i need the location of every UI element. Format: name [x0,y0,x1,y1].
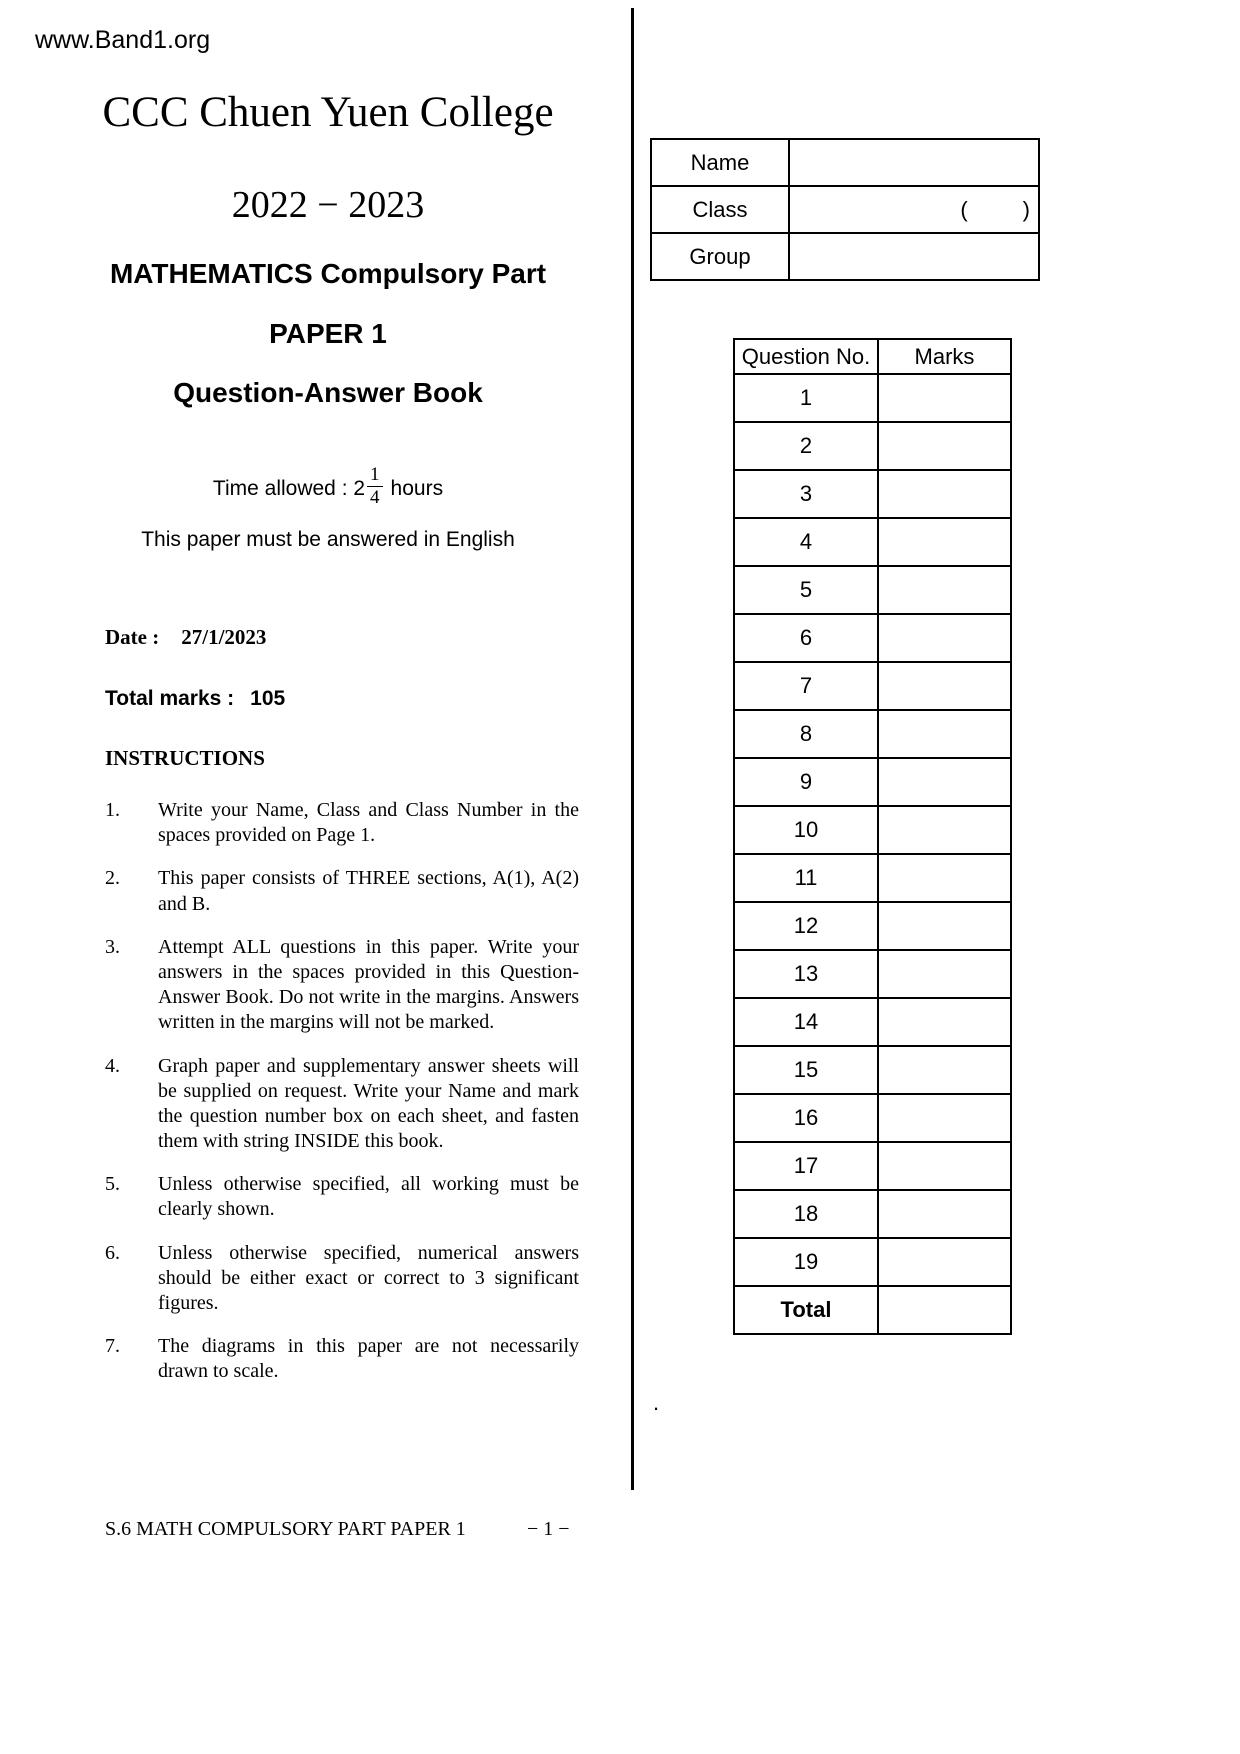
question-number: 13 [734,950,878,998]
instructions-list [105,798,579,1403]
date-line [105,625,266,650]
instruction-text: Unless otherwise specified, numerical answers should be either exact or correct to 3 significant figures. [158,1241,579,1314]
class-label: Class [651,186,789,233]
instruction-text: This paper consists of THREE sections, A(1), A(2) and B. [158,867,579,915]
instruction-text: Graph paper and supplementary answer sheets will be supplied on request. Write your Name and mark the question number box on each sheet, and fasten them with string INSIDE this book. [158,1054,579,1153]
table-row [651,139,1039,186]
instruction-number: 2. [105,867,120,890]
table-row [734,854,1011,902]
question-number: 17 [734,1142,878,1190]
marks-cell [878,1046,1011,1094]
table-row [734,374,1011,422]
marks-cell [878,1142,1011,1190]
table-row [734,470,1011,518]
table-row [734,950,1011,998]
total-label: Total [734,1286,878,1334]
instruction-item [105,935,579,1036]
table-row [734,1286,1011,1334]
marks-cell [878,1094,1011,1142]
subject-title: MATHEMATICS Compulsory Part [109,258,547,289]
fraction-numerator: 1 [367,465,383,487]
question-number: 5 [734,566,878,614]
table-row [734,758,1011,806]
table-row [734,518,1011,566]
vertical-divider [631,8,634,1490]
question-number: 7 [734,662,878,710]
marks-table-header [734,339,1011,374]
marks-cell [878,998,1011,1046]
total-marks-line [105,687,285,711]
question-number: 18 [734,1190,878,1238]
question-number: 2 [734,422,878,470]
instruction-item [105,1172,579,1222]
table-row [734,1142,1011,1190]
instruction-item [105,798,579,848]
marks-cell [878,518,1011,566]
table-row [651,186,1039,233]
instruction-item [105,1241,579,1317]
name-field [789,139,1039,186]
table-row [734,422,1011,470]
book-title: Question-Answer Book [173,377,483,408]
table-row [734,1238,1011,1286]
instruction-text: Unless otherwise specified, all working must be clearly shown. [158,1173,579,1221]
school-name: CCC Chuen Yuen College [102,89,554,136]
fraction-denominator: 4 [370,486,380,508]
marks-cell [878,614,1011,662]
total-marks-value: 105 [250,687,286,710]
footer-text: S.6 MATH COMPULSORY PART PAPER 1 [105,1518,466,1540]
class-number-parentheses: ( ) [960,196,1030,222]
instruction-number: 4. [105,1054,120,1077]
table-row [734,1046,1011,1094]
fraction [367,465,383,508]
language-note: This paper must be answered in English [141,528,515,551]
instruction-text: The diagrams in this paper are not necessarily drawn to scale. [158,1335,579,1383]
question-number: 3 [734,470,878,518]
instruction-number: 6. [105,1241,120,1264]
time-allowed [20,464,636,511]
table-row [734,1190,1011,1238]
watermark: www.Band1.org [35,26,211,54]
question-no-header: Question No. [734,339,878,374]
marks-header: Marks [878,339,1011,374]
question-number: 9 [734,758,878,806]
time-allowed-suffix: hours [390,476,444,500]
class-field [789,186,1039,233]
question-number: 11 [734,854,878,902]
question-number: 8 [734,710,878,758]
name-label: Name [651,139,789,186]
marks-cell [878,806,1011,854]
instruction-number: 5. [105,1173,120,1196]
marks-cell [878,374,1011,422]
question-number: 14 [734,998,878,1046]
marks-cell [878,422,1011,470]
marks-cell [878,854,1011,902]
total-marks-label: Total marks : [105,687,235,710]
table-row [734,806,1011,854]
date-label: Date : [105,625,160,649]
marks-cell [878,710,1011,758]
marks-cell [878,470,1011,518]
question-number: 15 [734,1046,878,1094]
page-number: − 1 − [527,1518,570,1540]
academic-year: 2022 − 2023 [231,184,425,226]
table-row [651,233,1039,280]
marks-cell [878,1238,1011,1286]
question-number: 4 [734,518,878,566]
group-field [789,233,1039,280]
table-row [734,710,1011,758]
marks-cell [878,950,1011,998]
instruction-number: 7. [105,1335,120,1358]
question-number: 6 [734,614,878,662]
instruction-text: Attempt ALL questions in this paper. Write your answers in the spaces provided in this Question-Answer Book. Do not write in the margins. Answers written in the margins will not be marked. [158,935,579,1034]
question-number: 10 [734,806,878,854]
instructions-title: INSTRUCTIONS [105,746,265,770]
marks-cell [878,902,1011,950]
table-row [734,614,1011,662]
marks-cell [878,662,1011,710]
group-label: Group [651,233,789,280]
table-row [734,566,1011,614]
student-info-table [650,138,1040,281]
date-value: 27/1/2023 [181,625,267,649]
instruction-text: Write your Name, Class and Class Number in the spaces provided on Page 1. [158,799,579,847]
stray-dot: . [653,1390,660,1415]
marks-table [733,338,1012,1335]
total-marks-cell [878,1286,1011,1334]
instruction-item [105,1054,579,1155]
question-number: 12 [734,902,878,950]
instruction-item [105,866,579,916]
instruction-number: 1. [105,799,120,821]
instruction-number: 3. [105,935,120,958]
question-number: 16 [734,1094,878,1142]
paper-title: PAPER 1 [269,318,387,349]
marks-cell [878,566,1011,614]
marks-cell [878,1190,1011,1238]
question-number: 19 [734,1238,878,1286]
table-row [734,662,1011,710]
table-row [734,902,1011,950]
time-allowed-prefix: Time allowed : 2 [212,476,366,500]
question-number: 1 [734,374,878,422]
marks-cell [878,758,1011,806]
table-row [734,1094,1011,1142]
table-row [734,998,1011,1046]
instruction-item [105,1334,579,1384]
